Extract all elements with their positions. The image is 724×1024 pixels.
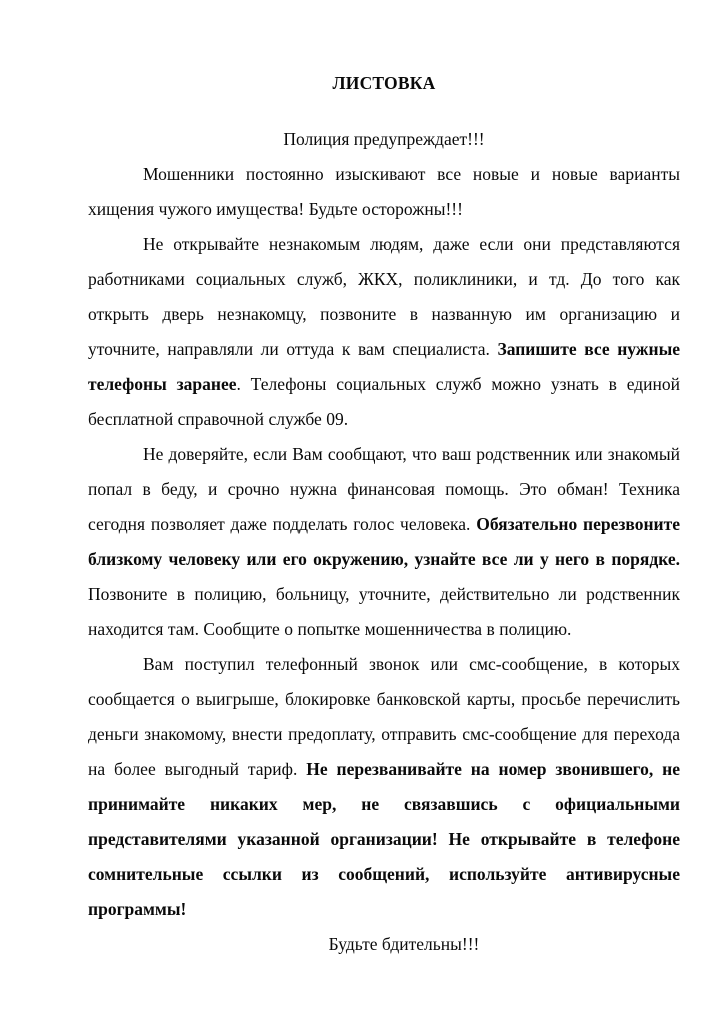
paragraph-relative-scam-text-a: Не доверяйте, если Вам сообщают, что ваш родственник или знакомый попал в беду, и срочно нужна финансовая помощь. Это обман! Техника сегодня позволяет даже подделать голос человека. <box>88 444 680 534</box>
paragraph-strangers-emphasis: Запишите все нужные телефоны заранее <box>88 339 681 394</box>
paragraph-relative-scam-text-b: Позвоните в полицию, больницу, уточните, действительно ли родственник находится там. Сообщите о попытке мошенничества в полицию. <box>88 584 680 639</box>
paragraph-strangers-text-a: Не открывайте незнакомым людям, даже если они представляются работниками социальных служб, ЖКХ, поликлиники, и тд. До того как открыть дверь незнакомцу, позвоните в названную им организацию и уточните, направляли ли оттуда к вам специалиста. <box>88 234 680 359</box>
paragraph-phone-sms-scam-emphasis: Не перезванивайте на номер звонившего, не принимайте никаких мер, не связавшись с официальными представителями указанной организации! Не открывайте в телефоне сомнительные ссылки из сообщений, используйте антивирусные программы! <box>88 759 680 919</box>
page-title: ЛИСТОВКА <box>332 73 436 93</box>
paragraph-phone-sms-scam-text-a: Вам поступил телефонный звонок или смс-сообщение, в которых сообщается о выигрыше, блокировке банковской карты, просьбе перечислить деньги знакомому, внести предоплату, отправить смс-сообщение для перехода на более выгодный тариф. <box>88 654 680 779</box>
paragraph-strangers-text-b: . Телефоны социальных служб можно узнать в единой бесплатной справочной службе 09. <box>88 374 681 429</box>
paragraph-phone-sms-scam <box>88 647 680 927</box>
subtitle-line: Полиция предупреждает!!! <box>283 129 485 149</box>
paragraph-strangers <box>88 227 680 437</box>
paragraph-relative-scam-emphasis: Обязательно перезвоните близкому человеку или его окружению, узнайте все ли у него в порядке. <box>88 514 680 569</box>
document-body <box>88 66 680 962</box>
paragraph-intro: Мошенники постоянно изыскивают все новые и новые варианты хищения чужого имущества! Будьте осторожны!!! <box>88 164 680 219</box>
closing-line: Будьте бдительны!!! <box>328 934 480 954</box>
paragraph-relative-scam <box>88 437 680 647</box>
